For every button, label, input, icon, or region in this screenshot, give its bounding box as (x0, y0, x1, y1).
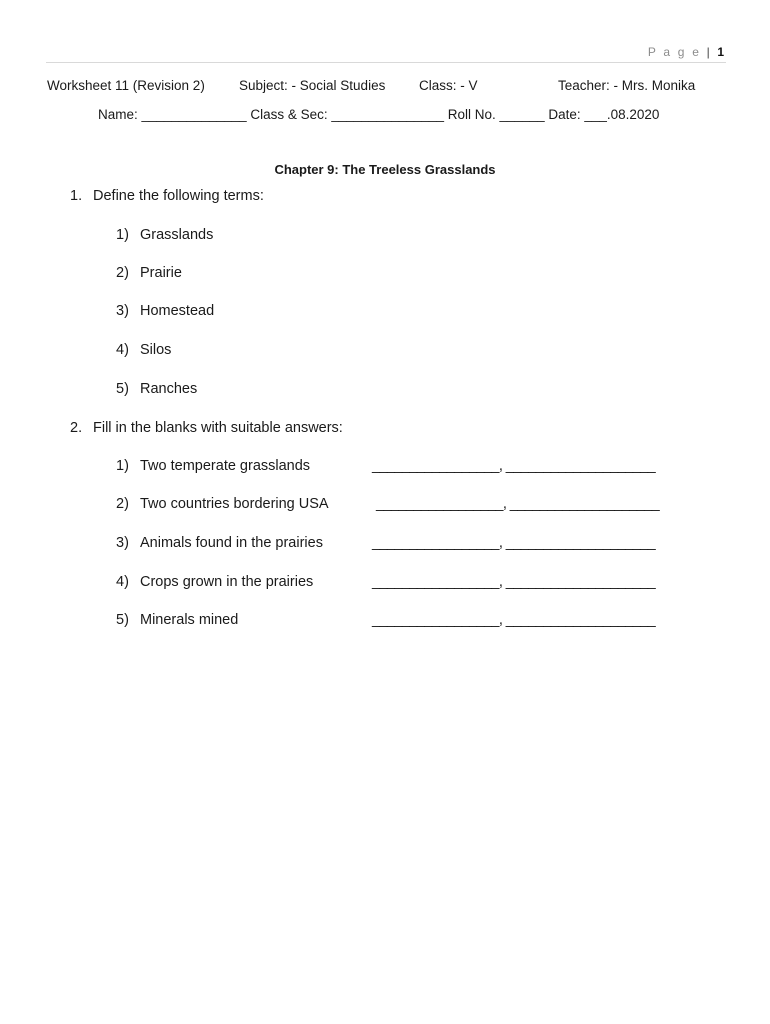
answer-blank: _________________, ____________________ (372, 458, 656, 474)
item-number: 5) (116, 612, 129, 628)
question-number: 1. (70, 188, 83, 204)
page-number: 1 (717, 45, 724, 59)
answer-blank: _________________, ____________________ (376, 496, 660, 512)
item-text: Ranches (140, 381, 198, 397)
item-number: 3) (116, 303, 129, 319)
item-number: 1) (116, 458, 129, 474)
item-number: 4) (116, 574, 129, 590)
worksheet-label: Worksheet 11 (Revision 2) (47, 78, 205, 93)
list-item (116, 227, 213, 243)
item-number: 5) (116, 381, 129, 397)
item-text: Crops grown in the prairies (140, 574, 314, 590)
item-text: Silos (140, 342, 172, 358)
item-text: Minerals mined (140, 612, 239, 628)
class-label: Class: - V (419, 78, 478, 93)
list-item (116, 496, 329, 512)
worksheet-info-row (47, 78, 727, 96)
page-separator: | (706, 45, 710, 59)
question-1 (70, 188, 264, 204)
teacher-label: Teacher: - Mrs. Monika (558, 78, 696, 93)
item-number: 1) (116, 227, 129, 243)
chapter-title: Chapter 9: The Treeless Grasslands (274, 162, 496, 177)
list-item (116, 303, 214, 319)
item-text: Homestead (140, 303, 215, 319)
list-item (116, 342, 171, 358)
question-text: Fill in the blanks with suitable answers: (93, 420, 343, 436)
list-item (116, 612, 238, 628)
list-item (116, 381, 197, 397)
question-2 (70, 420, 343, 436)
list-item (116, 535, 323, 551)
page-header (46, 44, 726, 63)
list-item (116, 265, 182, 281)
item-text: Two countries bordering USA (140, 496, 329, 512)
item-text: Grasslands (140, 227, 214, 243)
question-number: 2. (70, 420, 83, 436)
item-text: Two temperate grasslands (140, 458, 311, 474)
student-details-line: Name: ______________ Class & Sec: _______________ Roll No. ______ Date: ___.08.2020 (98, 107, 660, 122)
list-item (116, 458, 310, 474)
item-number: 2) (116, 265, 129, 281)
answer-blank: _________________, ____________________ (372, 612, 656, 628)
item-text: Prairie (140, 265, 182, 281)
question-text: Define the following terms: (93, 188, 264, 204)
subject-label: Subject: - Social Studies (239, 78, 386, 93)
list-item (116, 574, 313, 590)
item-number: 2) (116, 496, 129, 512)
page-word: P a g e (647, 45, 702, 59)
answer-blank: _________________, ____________________ (372, 574, 656, 590)
item-number: 3) (116, 535, 129, 551)
page-number-label (648, 45, 724, 59)
answer-blank: _________________, ____________________ (372, 535, 656, 551)
item-text: Animals found in the prairies (140, 535, 323, 551)
item-number: 4) (116, 342, 129, 358)
